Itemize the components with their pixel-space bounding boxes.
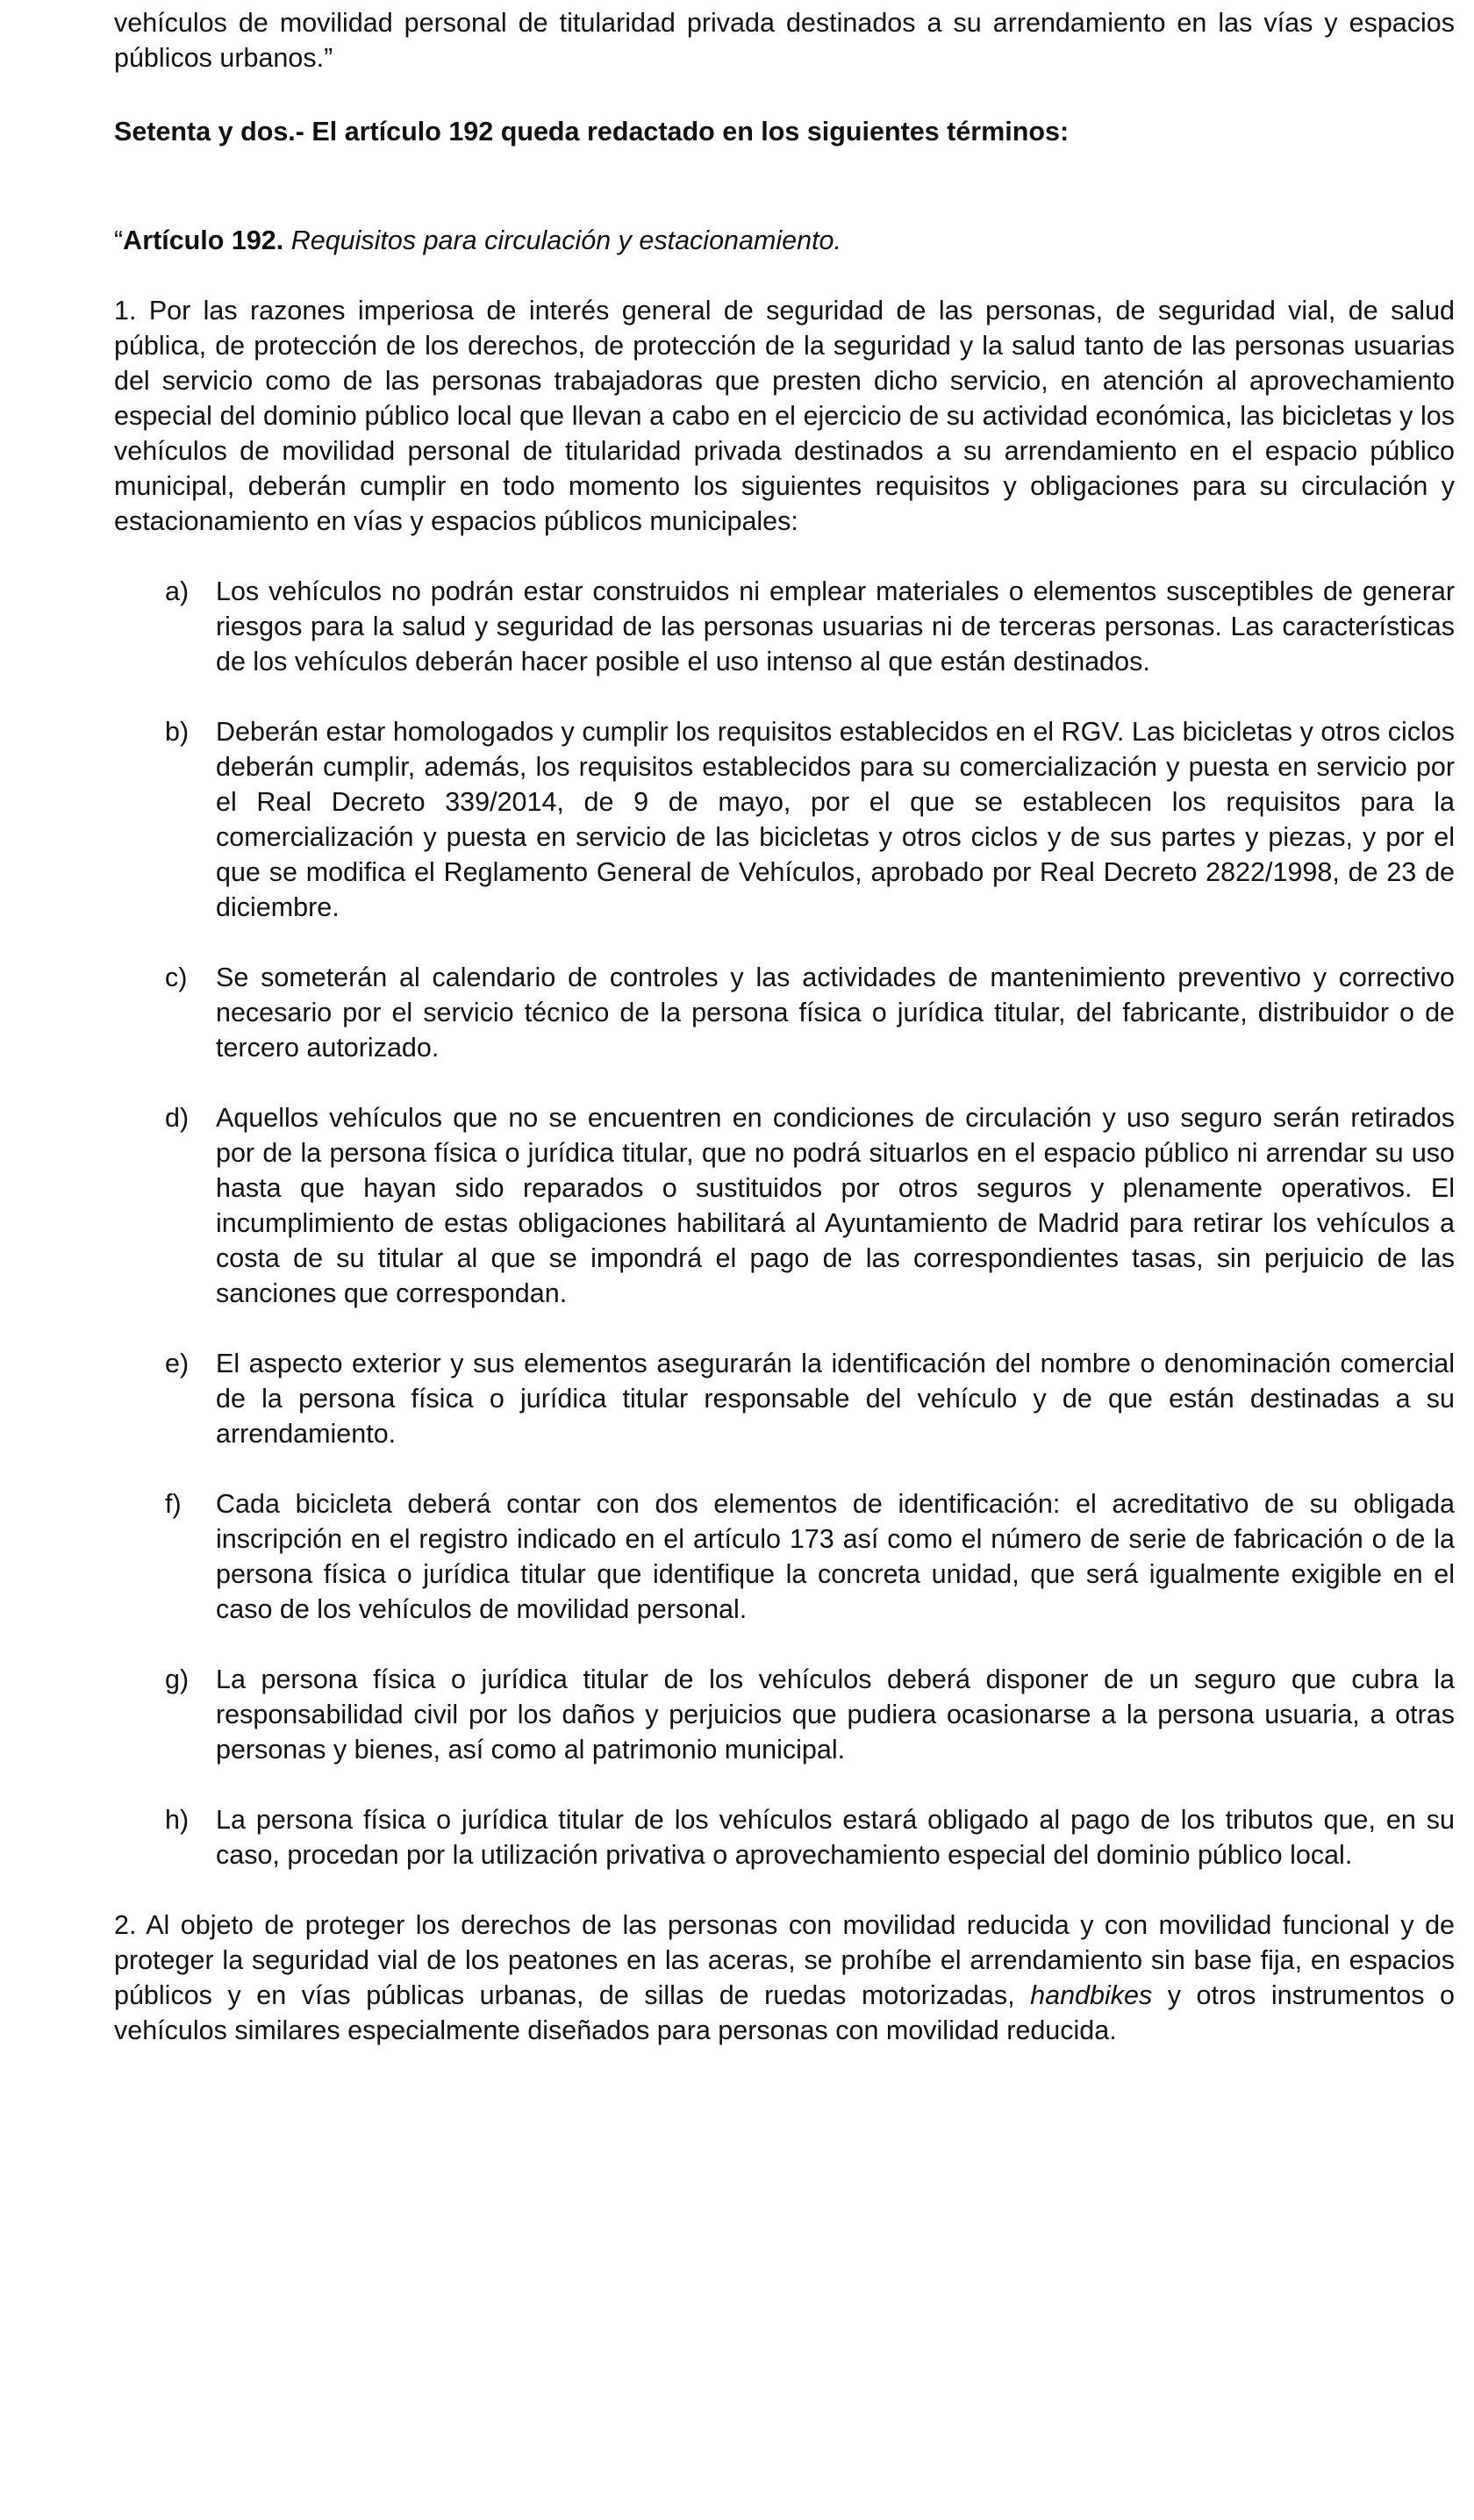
article-title <box>114 223 1455 258</box>
list-item <box>114 714 1455 925</box>
paragraph-2-after: y otros instrumentos o vehículos similares especialmente diseñados para personas con movilidad reducida. <box>114 1980 1456 2045</box>
paragraph-2 <box>114 1908 1455 2048</box>
list-item-text: Se someterán al calendario de controles y las actividades de mantenimiento preventivo y correctivo necesario por el servicio técnico de la persona física o jurídica titular, del fabricante, distribuidor o de tercero autorizado. <box>216 963 1455 1063</box>
list-item-letter: h) <box>165 1805 190 1835</box>
open-quote: “ <box>114 226 124 255</box>
article-subtitle: Requisitos para circulación y estacionamiento. <box>290 226 841 255</box>
list-item-text: La persona física o jurídica titular de los vehículos estará obligado al pago de los tributos que, en su caso, procedan por la utilización privativa o aprovechamiento especial del dominio público local. <box>216 1805 1455 1870</box>
paragraph-2-emphasis: handbikes <box>1030 1980 1153 2010</box>
list-item <box>114 1662 1455 1767</box>
list-item-letter: f) <box>165 1489 182 1519</box>
list-item-letter: e) <box>165 1349 190 1378</box>
list-item-letter: g) <box>165 1664 190 1694</box>
list-item-letter: b) <box>165 717 190 747</box>
requirements-list <box>114 574 1455 1872</box>
list-item <box>114 574 1455 679</box>
list-item <box>114 1486 1455 1627</box>
list-item <box>114 1346 1455 1451</box>
list-item-letter: d) <box>165 1103 190 1133</box>
list-item <box>114 1100 1455 1311</box>
paragraph-1: 1. Por las razones imperiosa de interés general de seguridad de las personas, de seguridad vial, de salud pública, de protección de los derechos, de protección de la seguridad y la salud tanto de las personas usuarias del servicio como de las personas trabajadoras que presten dicho servicio, en atención al aprovechamiento especial del dominio público local que llevan a cabo en el ejercicio de su actividad económica, las bicicletas y los vehículos de movilidad personal de titularidad privada destinados a su arrendamiento en el espacio público municipal, deberán cumplir en todo momento los siguientes requisitos y obligaciones para su circulación y estacionamiento en vías y espacios públicos municipales: <box>114 296 1455 536</box>
paragraph-2-before: 2. Al objeto de proteger los derechos de las personas con movilidad reducida y con movilidad funcional y de proteger la seguridad vial de los peatones en las aceras, se prohíbe el arrendamiento sin base fija, en espacios públicos y en vías públicas urbanas, de sillas de ruedas motorizadas, <box>114 1910 1455 2010</box>
list-item-text: La persona física o jurídica titular de los vehículos deberá disponer de un seguro que cubra la responsabilidad civil por los daños y perjuicios que pudiera ocasionarse a la persona usuaria, a otras personas y bienes, así como al patrimonio municipal. <box>216 1664 1455 1765</box>
intro-text: vehículos de movilidad personal de titularidad privada destinados a su arrendamiento en las vías y espacios públicos urbanos.” <box>114 8 1455 73</box>
section-heading: Setenta y dos.- El artículo 192 queda redactado en los siguientes términos: <box>114 117 1070 147</box>
list-item-text: Deberán estar homologados y cumplir los requisitos establecidos en el RGV. Las bicicletas y otros ciclos deberán cumplir, además, los requisitos establecidos para su comercialización y puesta en servicio por el Real Decreto 339/2014, de 9 de mayo, por el que se establecen los requisitos para la comercialización y puesta en servicio de las bicicletas y otros ciclos y de sus partes y piezas, y por el que se modifica el Reglamento General de Vehículos, aprobado por Real Decreto 2822/1998, de 23 de diciembre. <box>216 717 1455 922</box>
list-item-text: Aquellos vehículos que no se encuentren en condiciones de circulación y uso seguro serán retirados por de la persona física o jurídica titular, que no podrá situarlos en el espacio público ni arrendar su uso hasta que hayan sido reparados o sustituidos por otros seguros y plenamente operativos. El incumplimiento de estas obligaciones habilitará al Ayuntamiento de Madrid para retirar los vehículos a costa de su titular al que se impondrá el pago de las correspondientes tasas, sin perjuicio de las sanciones que correspondan. <box>216 1103 1455 1308</box>
list-item <box>114 1802 1455 1872</box>
list-item-letter: c) <box>165 963 188 992</box>
list-item-letter: a) <box>165 576 190 606</box>
list-item <box>114 960 1455 1065</box>
list-item-text: Los vehículos no podrán estar construidos ni emplear materiales o elementos susceptibles de generar riesgos para la salud y seguridad de las personas usuarias ni de terceras personas. Las características de los vehículos deberán hacer posible el uso intenso al que están destinados. <box>216 576 1455 677</box>
article-label: Artículo 192. <box>123 226 284 255</box>
list-item-text: Cada bicicleta deberá contar con dos elementos de identificación: el acreditativo de su obligada inscripción en el registro indicado en el artículo 173 así como el número de serie de fabricación o de la persona física o jurídica titular que identifique la concreta unidad, que será igualmente exigible en el caso de los vehículos de movilidad personal. <box>216 1489 1455 1624</box>
list-item-text: El aspecto exterior y sus elementos asegurarán la identificación del nombre o denominación comercial de la persona física o jurídica titular responsable del vehículo y de que están destinadas a su arrendamiento. <box>216 1349 1455 1449</box>
document-page <box>114 5 1455 2048</box>
